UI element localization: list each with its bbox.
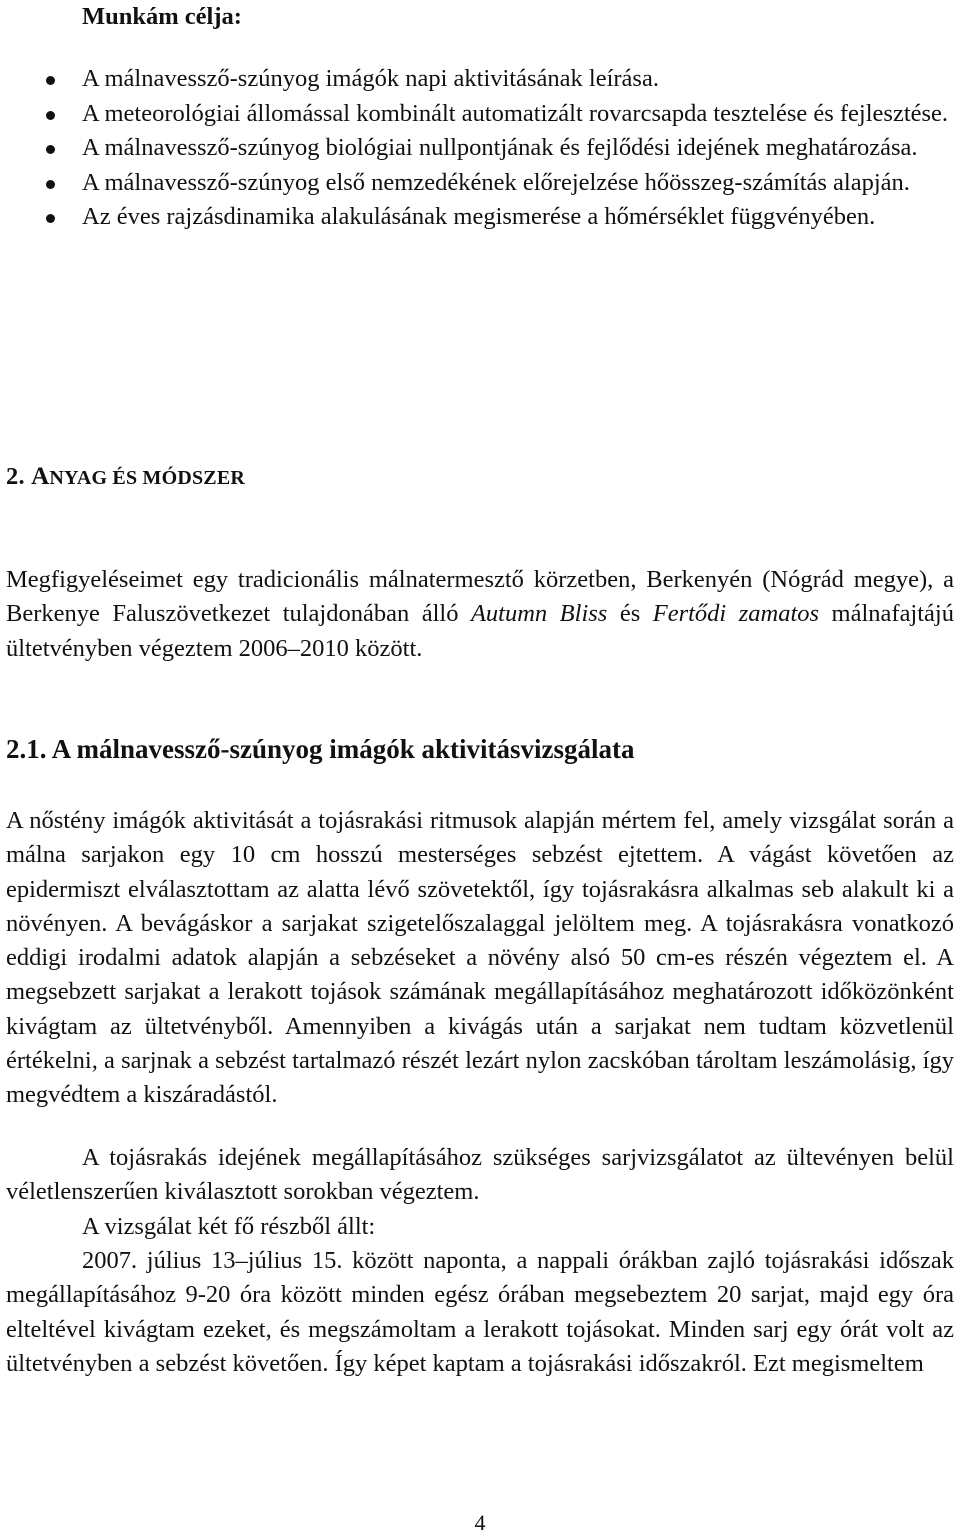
aim-text: A málnavessző-szúnyog első nemzedékének előrejelzése hőösszeg-számítás alapján. xyxy=(82,168,910,196)
paragraph-4: 2007. július 13–július 15. között naponta, a nappali órákban zajló tojásrakási időszak megállapításához 9-20 óra között minden egész órában megsebeztem 20 sarjat, majd egy óra elteltével kivágtam ezeket, és megszámoltam a lerakott tojásokat. Minden sarj egy órát volt az ültetvényben a sebzést követően. Így képet kaptam a tojásrakási időszakról. Ezt megismeltem xyxy=(6,1247,954,1377)
aim-text: A málnavessző-szúnyog biológiai nullpontjának és fejlődési idejének meghatározása. xyxy=(82,134,918,161)
aim-text: A meteorológiai állomással kombinált automatizált rovarcsapda tesztelése és fejlesztése. xyxy=(82,99,949,127)
aim-text: Az éves rajzásdinamika alakulásának megismerése a hőmérséklet függvényében. xyxy=(82,203,876,230)
bullet-icon xyxy=(46,214,55,223)
section-heading xyxy=(6,460,245,495)
bullet-icon xyxy=(46,180,55,189)
bullet-icon xyxy=(46,76,55,85)
variety-name: Autumn Bliss xyxy=(470,600,608,628)
list-item xyxy=(6,97,954,132)
aims-heading: Munkám célja: xyxy=(82,3,242,30)
paragraph-2: A tojásrakás idejének megállapításához szükséges sarjvizsgálatot az ültevényen belül véletlenszerűen kiválasztott sorokban végeztem. xyxy=(6,1144,954,1206)
aim-text: A málnavessző-szúnyog imágók napi aktivitásának leírása. xyxy=(82,65,659,92)
section-number: 2. xyxy=(6,463,25,490)
variety-name: Fertődi zamatos xyxy=(652,600,820,628)
list-item xyxy=(6,200,954,235)
list-item xyxy=(6,62,954,97)
paragraph-text: Megfigyeléseimet egy tradicionális málnatermesztő körzetben, Berkenyén (Nógrád megye), a Berkenye Faluszövetkezet tulajdonában álló xyxy=(6,566,954,628)
aims-list xyxy=(6,62,954,235)
section-title-initial: A xyxy=(31,463,50,490)
page-number: 4 xyxy=(474,1510,486,1535)
subsection-heading: 2.1. A málnavessző-szúnyog imágók aktivitásvizsgálata xyxy=(6,734,635,764)
paragraph-text: és xyxy=(607,600,653,628)
paragraph-text: málnafajtájú ültetvényben végeztem 2006–2010 között. xyxy=(6,600,954,662)
list-item xyxy=(6,131,954,166)
list-item xyxy=(6,166,954,201)
paragraph-1: A nőstény imágók aktivitását a tojásrakási ritmusok alapján mértem fel, amely vizsgálat során a málna sarjakon egy 10 cm hosszú mesterséges sebzést ejtettem. A vágást követően az epidermiszt elválasztottam az alatta lévő szövetektől, így tojásrakásra alkalmas seb alakult ki a növényen. A bevágáskor a sarjakat szigetelőszalaggal jelöltem meg. A tojásrakásra vonatkozó eddigi irodalmi adatok alapján a sebzéseket a növény alsó 50 cm-es részén végeztem el. A megsebzett sarjakat a lerakott tojások számának megállapításához meghatározott időközönként kivágtam az ültetvényből. Amennyiben a kivágás után a sarjakat nem tudtam közvetlenül értékelni, a sarjnak a sebzést tartalmazó részét lezárt nylon zacskóban tároltam leszámolásig, így megvédtem a kiszáradástól. xyxy=(6,807,954,1109)
paragraph-3: A vizsgálat két fő részből állt: xyxy=(82,1213,376,1240)
section-title-rest: NYAG ÉS MÓDSZER xyxy=(49,467,246,489)
methods-paragraph xyxy=(6,563,954,666)
bullet-icon xyxy=(46,111,55,120)
bullet-icon xyxy=(46,145,55,154)
